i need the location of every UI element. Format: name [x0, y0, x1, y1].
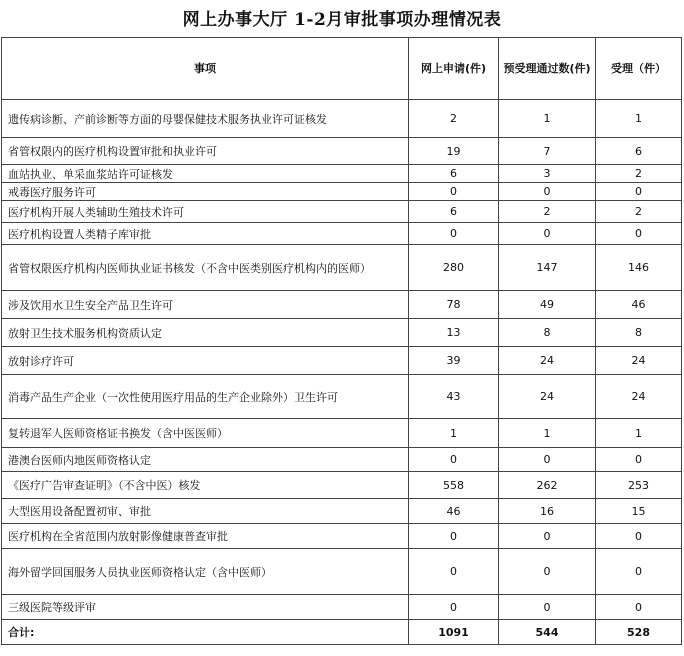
row-applied: 43 — [409, 375, 499, 419]
total-accepted: 528 — [596, 620, 682, 645]
row-accepted: 2 — [596, 165, 682, 183]
row-applied: 0 — [409, 595, 499, 620]
table-body — [2, 100, 682, 620]
row-applied: 39 — [409, 347, 499, 375]
row-accepted: 2 — [596, 201, 682, 223]
row-item: 省管权限医疗机构内医师执业证书核发（不含中医类别医疗机构内的医师） — [2, 245, 409, 291]
table-row — [2, 419, 682, 448]
row-pre-passed: 0 — [499, 183, 596, 201]
row-applied: 0 — [409, 524, 499, 549]
row-item: 海外留学回国服务人员执业医师资格认定（含中医师） — [2, 549, 409, 595]
table-row — [2, 347, 682, 375]
table-row — [2, 100, 682, 138]
row-accepted: 24 — [596, 347, 682, 375]
row-item: 消毒产品生产企业（一次性使用医疗用品的生产企业除外）卫生许可 — [2, 375, 409, 419]
total-pre-passed: 544 — [499, 620, 596, 645]
row-pre-passed: 147 — [499, 245, 596, 291]
header-pre-passed: 预受理通过数(件) — [499, 38, 596, 100]
row-accepted: 146 — [596, 245, 682, 291]
row-item: 三级医院等级评审 — [2, 595, 409, 620]
row-pre-passed: 1 — [499, 419, 596, 448]
row-applied: 2 — [409, 100, 499, 138]
row-item: 戒毒医疗服务许可 — [2, 183, 409, 201]
row-item: 医疗机构在全省范围内放射影像健康普查审批 — [2, 524, 409, 549]
row-pre-passed: 49 — [499, 291, 596, 319]
table-row — [2, 448, 682, 472]
row-item: 医疗机构设置人类精子库审批 — [2, 223, 409, 245]
row-item: 大型医用设备配置初审、审批 — [2, 499, 409, 524]
row-pre-passed: 0 — [499, 524, 596, 549]
row-item: 涉及饮用水卫生安全产品卫生许可 — [2, 291, 409, 319]
row-pre-passed: 7 — [499, 138, 596, 165]
row-accepted: 0 — [596, 183, 682, 201]
table-row — [2, 595, 682, 620]
row-applied: 0 — [409, 448, 499, 472]
row-applied: 6 — [409, 201, 499, 223]
row-item: 放射卫生技术服务机构资质认定 — [2, 319, 409, 347]
header-item: 事项 — [2, 38, 409, 100]
row-pre-passed: 0 — [499, 549, 596, 595]
header-applied: 网上申请(件) — [409, 38, 499, 100]
row-item: 遗传病诊断、产前诊断等方面的母婴保健技术服务执业许可证核发 — [2, 100, 409, 138]
row-applied: 0 — [409, 223, 499, 245]
row-item: 血站执业、单采血浆站许可证核发 — [2, 165, 409, 183]
total-applied: 1091 — [409, 620, 499, 645]
row-accepted: 1 — [596, 419, 682, 448]
row-item: 复转退军人医师资格证书换发（含中医医师） — [2, 419, 409, 448]
table-row — [2, 472, 682, 499]
header-accepted: 受理（件） — [596, 38, 682, 100]
table-row — [2, 524, 682, 549]
row-applied: 0 — [409, 183, 499, 201]
row-applied: 46 — [409, 499, 499, 524]
row-pre-passed: 0 — [499, 595, 596, 620]
row-item: 港澳台医师内地医师资格认定 — [2, 448, 409, 472]
row-accepted: 0 — [596, 549, 682, 595]
row-pre-passed: 2 — [499, 201, 596, 223]
row-applied: 280 — [409, 245, 499, 291]
table-row — [2, 245, 682, 291]
row-applied: 6 — [409, 165, 499, 183]
row-accepted: 0 — [596, 595, 682, 620]
row-accepted: 15 — [596, 499, 682, 524]
table-row — [2, 183, 682, 201]
row-pre-passed: 24 — [499, 375, 596, 419]
approval-stats-table — [1, 37, 682, 645]
row-item: 《医疗广告审查证明》（不含中医）核发 — [2, 472, 409, 499]
row-accepted: 0 — [596, 448, 682, 472]
row-pre-passed: 8 — [499, 319, 596, 347]
row-applied: 0 — [409, 549, 499, 595]
table-row — [2, 165, 682, 183]
row-pre-passed: 1 — [499, 100, 596, 138]
row-pre-passed: 3 — [499, 165, 596, 183]
table-row — [2, 201, 682, 223]
row-applied: 558 — [409, 472, 499, 499]
row-pre-passed: 0 — [499, 223, 596, 245]
row-item: 医疗机构开展人类辅助生殖技术许可 — [2, 201, 409, 223]
row-accepted: 6 — [596, 138, 682, 165]
table-row — [2, 291, 682, 319]
row-pre-passed: 262 — [499, 472, 596, 499]
table-row — [2, 319, 682, 347]
row-accepted: 24 — [596, 375, 682, 419]
row-accepted: 1 — [596, 100, 682, 138]
row-accepted: 46 — [596, 291, 682, 319]
table-row — [2, 138, 682, 165]
row-applied: 1 — [409, 419, 499, 448]
table-row — [2, 549, 682, 595]
row-applied: 19 — [409, 138, 499, 165]
total-row — [2, 620, 682, 645]
row-pre-passed: 16 — [499, 499, 596, 524]
row-accepted: 8 — [596, 319, 682, 347]
total-label: 合计: — [2, 620, 409, 645]
page-title: 网上办事大厅 1-2月审批事项办理情况表 — [182, 10, 502, 30]
row-applied: 13 — [409, 319, 499, 347]
row-accepted: 0 — [596, 524, 682, 549]
row-pre-passed: 0 — [499, 448, 596, 472]
row-item: 放射诊疗许可 — [2, 347, 409, 375]
row-applied: 78 — [409, 291, 499, 319]
table-row — [2, 223, 682, 245]
row-item: 省管权限内的医疗机构设置审批和执业许可 — [2, 138, 409, 165]
table-row — [2, 375, 682, 419]
row-pre-passed: 24 — [499, 347, 596, 375]
row-accepted: 0 — [596, 223, 682, 245]
row-accepted: 253 — [596, 472, 682, 499]
table-row — [2, 499, 682, 524]
header-row — [2, 38, 682, 100]
